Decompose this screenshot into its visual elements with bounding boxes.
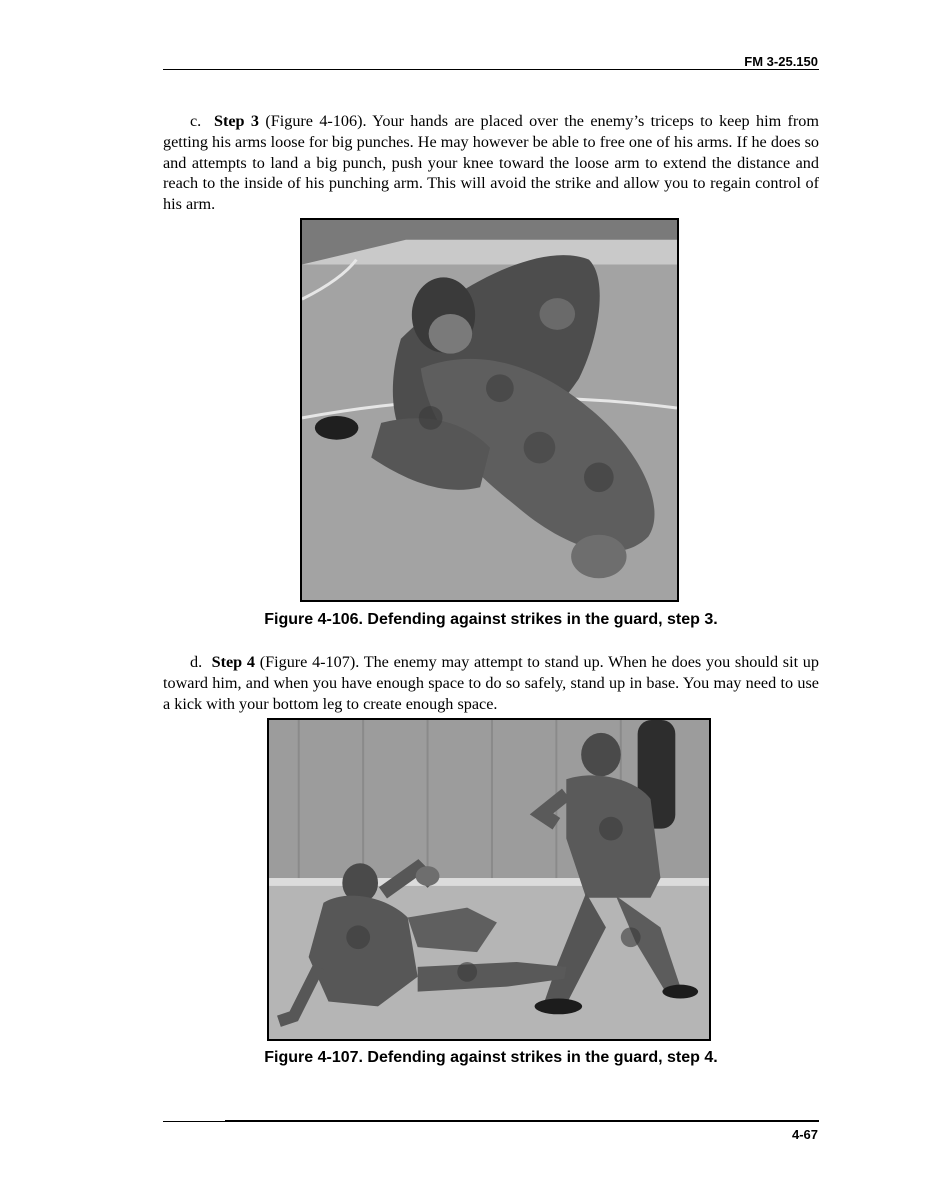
document-id: FM 3-25.150	[744, 54, 818, 69]
figure-4-106-photo	[300, 218, 679, 602]
paragraph-text: (Figure 4-107). The enemy may attempt to stand up. When he does you should sit up toward him, and when you have enough space to do so safely, stand up in base. You may need to use a kick with your bottom leg to create enough space.	[163, 653, 819, 713]
paragraph-text: (Figure 4-106). Your hands are placed over the enemy’s triceps to keep him from getting his arms loose for big punches. He may however be able to free one of his arms. If he does so and attempts to land a big punch, push your knee toward the loose arm to extend the distance and reach to the inside of his punching arm. This will avoid the strike and allow you to regain control of his arm.	[163, 112, 819, 214]
page-number: 4-67	[791, 1127, 818, 1142]
paragraph-step-4	[163, 652, 819, 714]
footer-rule-thick	[225, 1120, 819, 1122]
photo-standing-up-in-base	[269, 720, 709, 1039]
figure-4-107-photo	[267, 718, 711, 1041]
paragraph-prefix: c.	[190, 112, 202, 130]
photo-grappling-guard	[302, 220, 677, 600]
paragraph-prefix: d.	[190, 653, 203, 671]
step-label: Step 4	[211, 653, 255, 671]
figure-caption: Figure 4-107. Defending against strikes in the guard, step 4.	[264, 1049, 718, 1066]
figure-caption: Figure 4-106. Defending against strikes in the guard, step 3.	[264, 611, 718, 628]
header-rule	[163, 69, 819, 70]
paragraph-step-3	[163, 111, 819, 215]
step-label: Step 3	[213, 112, 259, 130]
